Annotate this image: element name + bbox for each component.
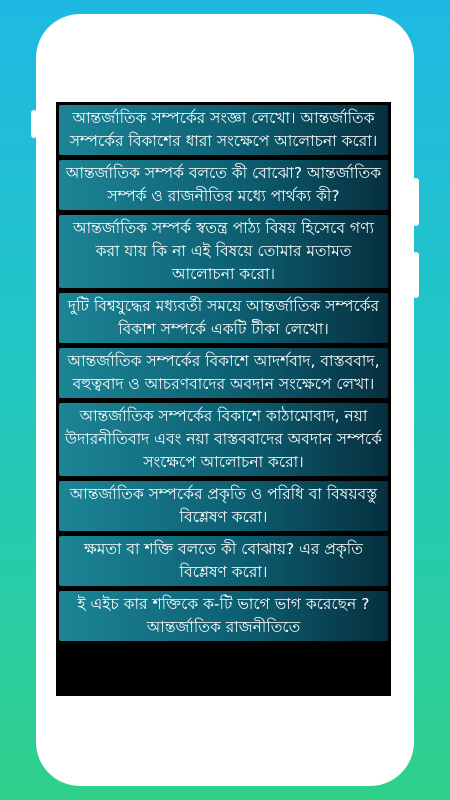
- phone-side-button-right: [413, 178, 419, 226]
- question-item[interactable]: দুটি বিশ্বযুদ্ধের মধ্যবর্তী সময়ে আন্তর্জাতিক সম্পর্কের বিকাশ সম্পর্কে একটি টীকা লেখো।: [59, 293, 388, 343]
- question-item[interactable]: আন্তর্জাতিক সম্পর্কের প্রকৃতি ও পরিধি বা বিষয়বস্তু বিশ্লেষণ করো।: [59, 481, 388, 531]
- question-item[interactable]: আন্তর্জাতিক সম্পর্কের বিকাশে আদর্শবাদ, বাস্তববাদ, বহুত্ববাদ ও আচরণবাদের অবদান সংক্ষেপে লেখা।: [59, 348, 388, 398]
- question-item[interactable]: আন্তর্জাতিক সম্পর্ক স্বতন্ত্র পাঠ্য বিষয় হিসেবে গণ্য করা যায় কি না এই বিষয়ে তোমার মতামত আলোচনা করো।: [59, 215, 388, 288]
- phone-side-button-right-lower: [413, 252, 419, 298]
- question-item[interactable]: ই এইচ কার শক্তিকে ক-টি ভাগে ভাগ করেছেন ? আন্তর্জাতিক রাজনীতিতে: [59, 591, 388, 641]
- question-item[interactable]: আন্তর্জাতিক সম্পর্কের সংজ্ঞা লেখো। আন্তর্জাতিক সম্পর্কের বিকাশের ধারা সংক্ষেপে আলোচনা করো।: [59, 105, 388, 155]
- question-list: [59, 105, 388, 646]
- phone-side-button-left: [31, 110, 37, 138]
- app-screen: [56, 102, 391, 696]
- question-item[interactable]: আন্তর্জাতিক সম্পর্ক বলতে কী বোঝো? আন্তর্জাতিক সম্পর্ক ও রাজনীতির মধ্যে পার্থক্য কী?: [59, 160, 388, 210]
- question-item[interactable]: আন্তর্জাতিক সম্পর্কের বিকাশে কাঠামোবাদ, নয়া উদারনীতিবাদ এবং নয়া বাস্তববাদের অবদান সম্পর্কে সংক্ষেপে আলোচনা করো।: [59, 403, 388, 476]
- question-item[interactable]: ক্ষমতা বা শক্তি বলতে কী বোঝায়? এর প্রকৃতি বিশ্লেষণ করো।: [59, 536, 388, 586]
